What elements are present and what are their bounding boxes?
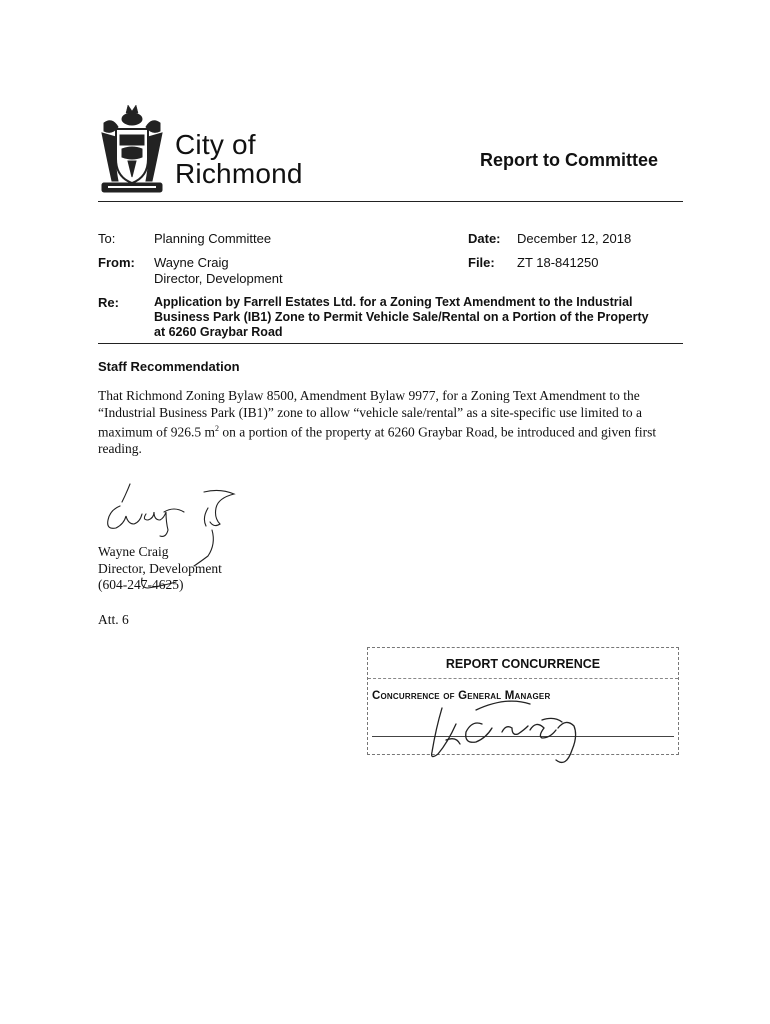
recommendation-text bbox=[98, 388, 683, 458]
date-label: Date: bbox=[468, 231, 501, 246]
org-name-line1: City of bbox=[175, 129, 256, 160]
from-label: From: bbox=[98, 255, 135, 270]
concurrence-title-divider bbox=[368, 678, 678, 679]
recommendation-text-part2: on a portion of the property at 6260 Graybar Road, be introduced and given first reading. bbox=[98, 424, 657, 456]
from-value-title: Director, Development bbox=[154, 271, 283, 286]
recommendation-text-part1: That Richmond Zoning Bylaw 8500, Amendment Bylaw 9977, for a Zoning Text Amendment to the “Industrial Business Park (IB1)” zone to allow “vehicle sale/rental” as a site-specific use limited to a maximum of 926.5 m bbox=[98, 388, 642, 440]
file-value: ZT 18-841250 bbox=[517, 255, 599, 270]
concurrence-subtitle: Concurrence of General Manager bbox=[372, 690, 551, 702]
report-title: Report to Committee bbox=[480, 150, 659, 170]
re-subject-line3: at 6260 Graybar Road bbox=[154, 325, 283, 339]
re-subject-line2: Business Park (IB1) Zone to Permit Vehicle Sale/Rental on a Portion of the Property bbox=[154, 310, 649, 324]
re-subject-line1: Application by Farrell Estates Ltd. for a Zoning Text Amendment to the Industrial bbox=[154, 295, 633, 309]
signatory-phone: (604-247-4625) bbox=[98, 577, 184, 592]
attachments-count: Att. 6 bbox=[98, 612, 129, 627]
to-label: To: bbox=[98, 231, 116, 246]
re-subject bbox=[154, 295, 684, 340]
org-name-line2: Richmond bbox=[175, 158, 303, 189]
signatory-title: Director, Development bbox=[98, 560, 222, 576]
header-divider bbox=[98, 201, 683, 202]
signatory-block bbox=[98, 544, 222, 594]
report-concurrence-box bbox=[367, 647, 679, 755]
signatory-name: Wayne Craig bbox=[98, 544, 169, 559]
re-label: Re: bbox=[98, 295, 119, 310]
concurrence-title: REPORT CONCURRENCE bbox=[445, 657, 601, 671]
file-label: File: bbox=[468, 255, 495, 270]
area-unit-superscript: 2 bbox=[215, 424, 219, 433]
org-name bbox=[175, 130, 303, 188]
city-crest-logo bbox=[98, 103, 166, 195]
date-value: December 12, 2018 bbox=[517, 231, 632, 246]
from-value-name: Wayne Craig bbox=[154, 255, 229, 270]
signature-general-manager bbox=[418, 688, 598, 773]
staff-recommendation-heading: Staff Recommendation bbox=[98, 359, 240, 374]
to-value: Planning Committee bbox=[154, 231, 272, 246]
subject-divider bbox=[98, 343, 683, 344]
